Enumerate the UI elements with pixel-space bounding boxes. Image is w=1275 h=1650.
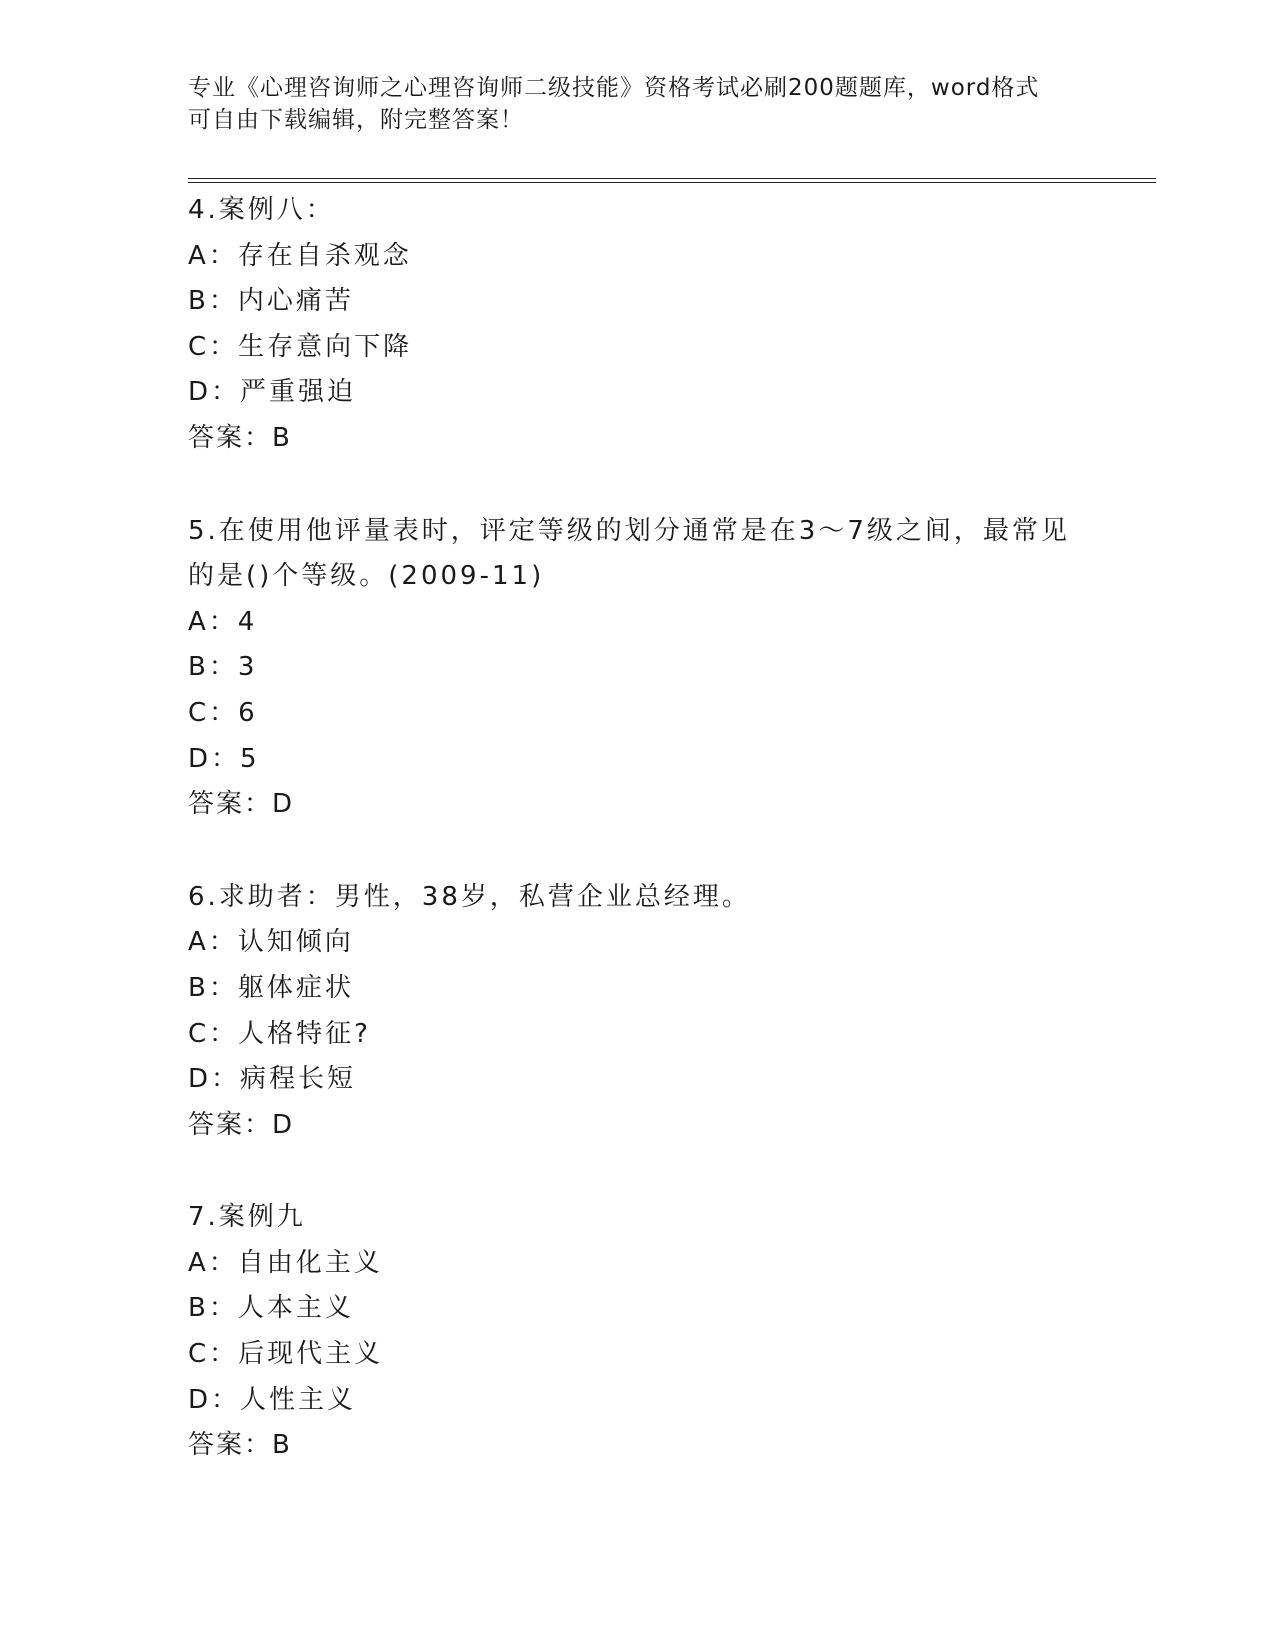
question-4: [188, 188, 1108, 462]
option-a: A：自由化主义: [188, 1247, 383, 1278]
question-list: [188, 188, 1108, 1516]
option-d: D：人性主义: [188, 1384, 357, 1415]
question-5: [188, 509, 1108, 828]
header-line-1: 专业《心理咨询师之心理咨询师二级技能》资格考试必刷200题题库，word格式: [188, 75, 1040, 101]
answer-line: 答案：B: [188, 422, 292, 453]
header-line-2: 可自由下载编辑，附完整答案！: [188, 107, 524, 133]
option-b: B：人本主义: [188, 1293, 354, 1324]
question-6: [188, 875, 1108, 1149]
option-a: A：存在自杀观念: [188, 240, 412, 271]
option-b: B：躯体症状: [188, 972, 354, 1003]
header-divider: [188, 178, 1156, 183]
answer-line: 答案：D: [188, 789, 295, 820]
question-7: [188, 1195, 1108, 1469]
option-c: C：人格特征?: [188, 1018, 371, 1049]
answer-line: 答案：B: [188, 1430, 292, 1461]
question-stem: 6.求助者：男性，38岁，私营企业总经理。: [188, 881, 751, 912]
option-a: A：认知倾向: [188, 927, 354, 958]
question-stem-continued: 的是()个等级。(2009-11): [188, 561, 545, 592]
option-c: C：后现代主义: [188, 1339, 384, 1370]
option-d: D：5: [188, 743, 260, 774]
option-d: D：严重强迫: [188, 377, 357, 408]
question-stem: 5.在使用他评量表时，评定等级的划分通常是在3～7级之间，最常见: [188, 515, 1070, 546]
option-c: C：6: [188, 697, 258, 728]
answer-line: 答案：D: [188, 1109, 295, 1140]
option-b: B：3: [188, 652, 258, 683]
option-d: D：病程长短: [188, 1064, 357, 1095]
option-c: C：生存意向下降: [188, 331, 413, 362]
question-stem: 7.案例九: [188, 1202, 306, 1233]
document-header: [188, 72, 1088, 136]
option-b: B：内心痛苦: [188, 286, 354, 317]
question-stem: 4.案例八：: [188, 195, 335, 225]
option-a: A：4: [188, 606, 258, 637]
